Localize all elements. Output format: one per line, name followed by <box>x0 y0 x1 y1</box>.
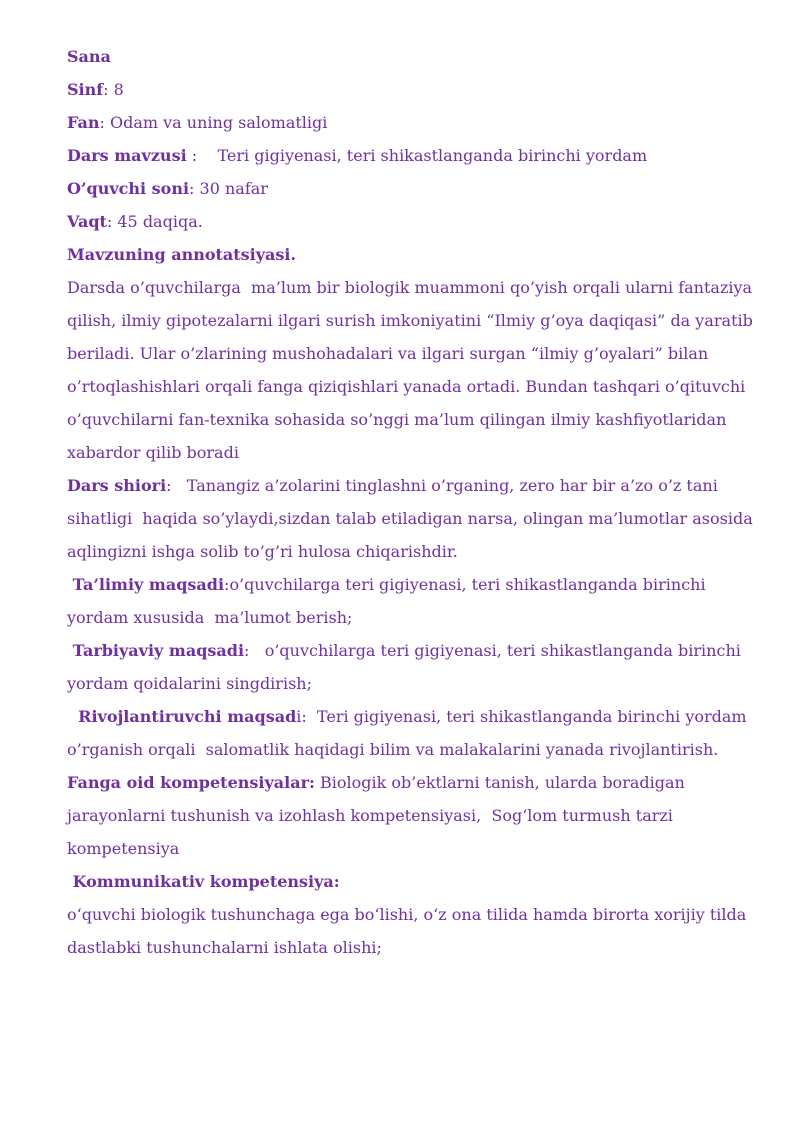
subject-value: : Odam va uning salomatligi <box>99 113 328 132</box>
motto-line: sihatligi haqida so’ylaydi,sizdan talab etiladigan narsa, olingan ma’lumotlar asosida <box>67 509 753 528</box>
developmental-goal-line <box>67 700 757 733</box>
grade-label: Sinf <box>67 80 104 99</box>
lesson-topic-value: : Teri gigiyenasi, teri shikastlanganda birinchi yordam <box>186 146 648 165</box>
subject-competency-line <box>67 766 757 799</box>
date-line <box>67 40 757 73</box>
motto-text: : Tanangiz a’zolarini tinglashni o’rganing, zero har bir a’zo o’z tani <box>166 476 718 495</box>
annotation-line: beriladi. Ular o’zlarining mushohadalari va ilgari surgan “ilmiy g’oyalari” bilan <box>67 344 709 363</box>
time-value: : 45 daqiqa. <box>106 212 203 231</box>
subject-competency-text: Biologik ob’ektlarni tanish, ularda boradigan <box>314 773 685 792</box>
time-line <box>67 205 757 238</box>
communicative-competency-label: Kommunikativ kompetensiya: <box>67 872 340 891</box>
developmental-goal-text: i: Teri gigiyenasi, teri shikastlanganda birinchi yordam <box>296 707 747 726</box>
subject-competency-line: kompetensiya <box>67 839 180 858</box>
educational-goal-label: Ta’limiy maqsadi <box>67 575 225 594</box>
subject-line <box>67 106 757 139</box>
student-count-line <box>67 172 757 205</box>
annotation-line: o’quvchilarni fan-texnika sohasida so’nggi ma’lum qilingan ilmiy kashfiyotlaridan <box>67 410 727 429</box>
annotation-line: Darsda o’quvchilarga ma’lum bir biologik muammoni qo’yish orqali ularni fantaziya <box>67 278 753 297</box>
grade-value: : 8 <box>103 80 124 99</box>
communicative-competency-line: dastlabki tushunchalarni ishlata olishi; <box>67 938 382 957</box>
motto-line <box>67 469 757 502</box>
student-count-value: : 30 nafar <box>189 179 268 198</box>
lesson-topic-label: Dars mavzusi <box>67 146 187 165</box>
communicative-competency-line: o‘quvchi biologik tushunchaga ega bo‘lishi, o‘z ona tilida hamda birorta xorijiy tilda <box>67 905 747 924</box>
upbringing-goal-line: yordam qoidalarini singdirish; <box>67 674 312 693</box>
annotation-line: qilish, ilmiy gipotezalarni ilgari surish imkoniyatini “Ilmiy g’oya daqiqasi” da yaratib <box>67 311 753 330</box>
annotation-line: xabardor qilib boradi <box>67 443 239 462</box>
lesson-topic-line <box>67 139 757 172</box>
date-label: Sana <box>67 47 111 66</box>
annotation-line: o’rtoqlashishlari orqali fanga qiziqishlari yanada ortadi. Bundan tashqari o’qituvchi <box>67 377 746 396</box>
educational-goal-text: :o’quvchilarga teri gigiyenasi, teri shikastlanganda birinchi <box>224 575 706 594</box>
upbringing-goal-text: : o’quvchilarga teri gigiyenasi, teri shikastlanganda birinchi <box>244 641 741 660</box>
student-count-label: O’quvchi soni <box>67 179 190 198</box>
subject-label: Fan <box>67 113 100 132</box>
motto-label: Dars shiori <box>67 476 167 495</box>
grade-line <box>67 73 757 106</box>
motto-line: aqlingizni ishga solib to’g’ri hulosa chiqarishdir. <box>67 542 458 561</box>
time-label: Vaqt <box>67 212 107 231</box>
subject-competency-line: jarayonlarni tushunish va izohlash kompetensiyasi, Sog‘lom turmush tarzi <box>67 806 673 825</box>
subject-competency-label: Fanga oid kompetensiyalar: <box>67 773 315 792</box>
developmental-goal-line: o’rganish orqali salomatlik haqidagi bilim va malakalarini yanada rivojlantirish. <box>67 740 719 759</box>
educational-goal-line: yordam xususida ma’lumot berish; <box>67 608 353 627</box>
educational-goal-line <box>67 568 757 601</box>
lesson-plan-page <box>67 40 757 964</box>
upbringing-goal-label: Tarbiyaviy maqsadi <box>67 641 245 660</box>
upbringing-goal-line <box>67 634 757 667</box>
annotation-heading: Mavzuning annotatsiyasi. <box>67 245 297 264</box>
developmental-goal-label: Rivojlantiruvchi maqsad <box>67 707 297 726</box>
